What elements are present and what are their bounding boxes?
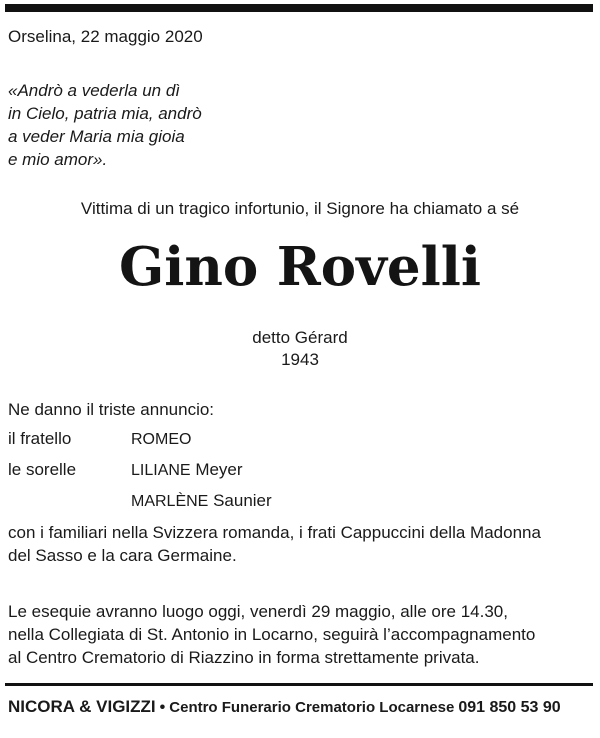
relative-first-name: ROMEO xyxy=(131,431,192,448)
announcement-heading: Ne danno il triste annuncio: xyxy=(8,400,215,419)
bottom-rule xyxy=(5,683,593,686)
firm-name: NICORA & VIGIZZI xyxy=(8,697,156,716)
footer xyxy=(8,697,561,717)
relative-first-name: LILIANE xyxy=(131,462,191,479)
relative-name xyxy=(131,460,243,480)
top-rule xyxy=(5,4,593,12)
family-paragraph xyxy=(8,521,593,567)
intro-line: Vittima di un tragico infortunio, il Signore ha chiamato a sé xyxy=(80,199,520,218)
quote-line: a veder Maria mia gioia xyxy=(8,127,185,146)
paragraph-line: del Sasso e la cara Germaine. xyxy=(8,546,237,565)
firm-description: Centro Funerario Crematorio Locarnese xyxy=(169,699,455,716)
paragraph-line: Le esequie avranno luogo oggi, venerdì 29 maggio, alle ore 14.30, xyxy=(8,602,508,621)
deceased-alias: detto Gérard xyxy=(252,328,348,347)
relative-name xyxy=(131,491,272,511)
firm-phone: 091 850 53 90 xyxy=(458,699,561,716)
deceased-details xyxy=(0,327,600,371)
deceased-name: Gino Rovelli xyxy=(118,236,482,298)
paragraph-line: con i familiari nella Svizzera romanda, i frati Cappuccini della Madonna xyxy=(8,523,541,542)
quote-line: e mio amor». xyxy=(8,150,108,169)
funeral-paragraph xyxy=(8,600,593,669)
opening-quote xyxy=(8,79,202,171)
relative-last-name: Meyer xyxy=(190,460,243,479)
relative-role: il fratello xyxy=(8,429,72,448)
relative-role: le sorelle xyxy=(8,460,77,479)
relative-last-name: Saunier xyxy=(208,491,272,510)
relative-first-name: MARLÈNE xyxy=(131,493,209,510)
date-line: Orselina, 22 maggio 2020 xyxy=(8,27,203,46)
paragraph-line: al Centro Crematorio di Riazzino in forma strettamente privata. xyxy=(8,648,480,667)
quote-line: in Cielo, patria mia, andrò xyxy=(8,104,202,123)
quote-line: «Andrò a vederla un dì xyxy=(8,81,181,100)
relative-name xyxy=(131,429,191,449)
paragraph-line: nella Collegiata di St. Antonio in Locarno, seguirà l’accompagnamento xyxy=(8,625,536,644)
footer-separator: • xyxy=(159,699,166,716)
birth-year: 1943 xyxy=(281,350,319,369)
